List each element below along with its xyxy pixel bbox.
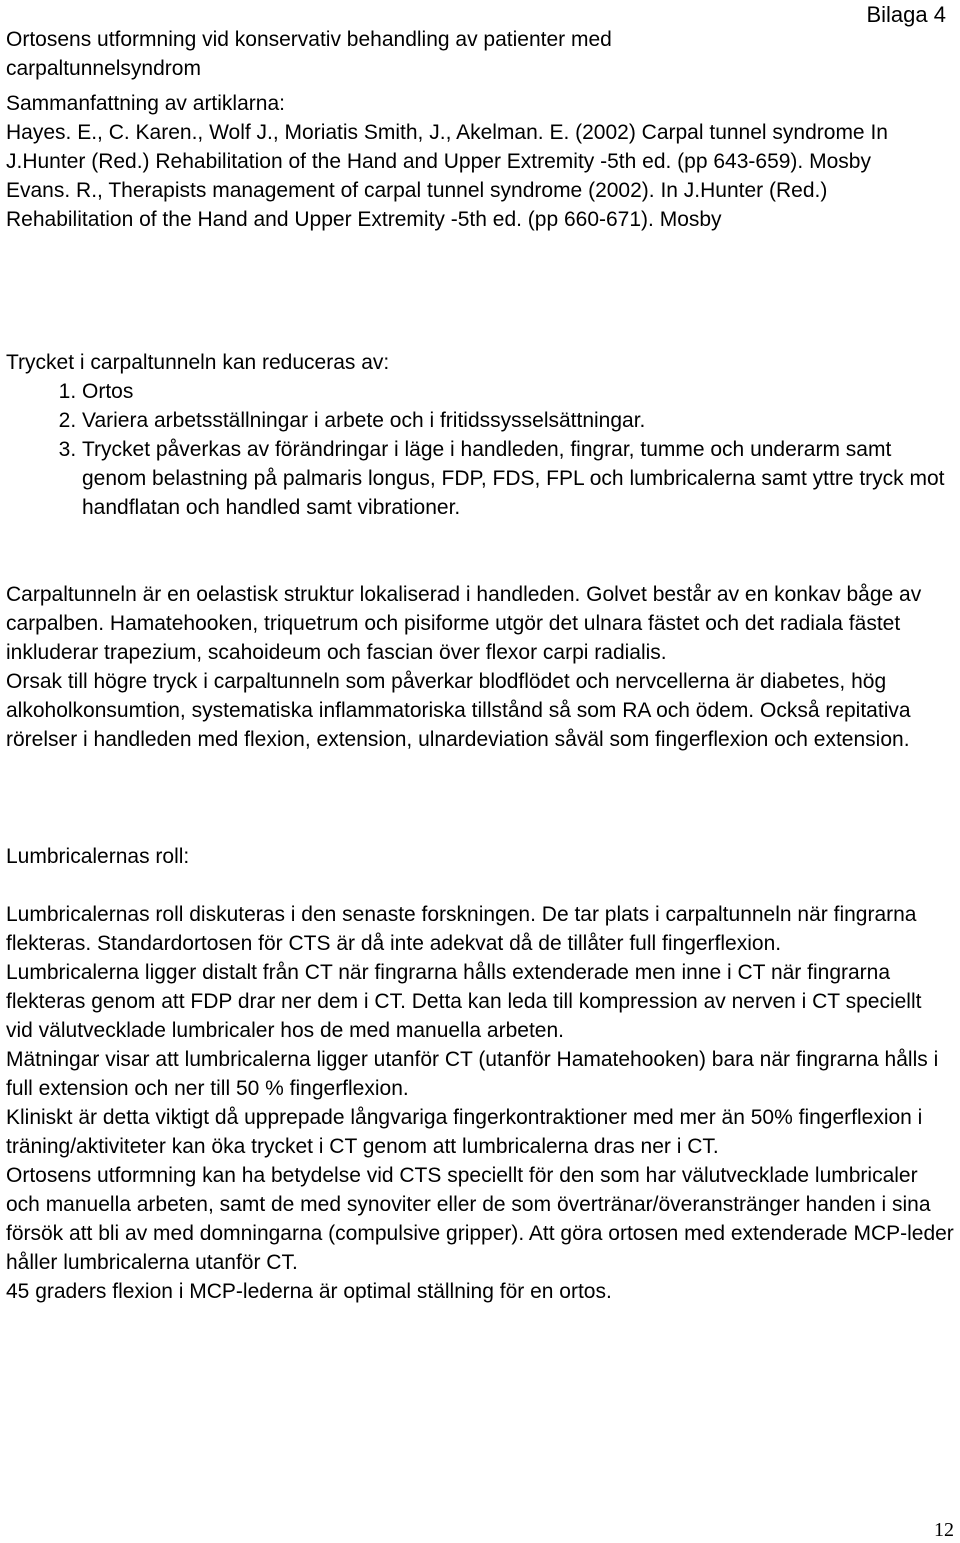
lumbricals-section	[6, 842, 954, 1306]
reference-evans: Evans. R., Therapists management of carpal tunnel syndrome (2002). In J.Hunter (Red.) Rehabilitation of the Hand and Upper Extremity -5th ed. (pp 660-671). Mosby	[6, 179, 828, 231]
pressure-heading: Trycket i carpaltunneln kan reduceras av:	[6, 351, 390, 374]
lumbricals-paragraph: 45 graders flexion i MCP-lederna är optimal ställning för en ortos.	[6, 1280, 612, 1303]
list-item: 3. Trycket påverkas av förändringar i läge i handleden, fingrar, tumme och underarm samt genom belastning på palmaris longus, FDP, FDS, FPL och lumbricalerna samt yttre tryck mot handflatan och handled samt vibrationer.	[82, 435, 954, 522]
pressure-section	[6, 348, 954, 522]
lumbricals-paragraph: Lumbricalernas roll diskuteras i den senaste forskningen. De tar plats i carpaltunneln när fingrarna flekteras. Standardortosen för CTS är då inte adekvat då de tillåter full fingerflexion.	[6, 903, 917, 955]
page-number: 12	[934, 1519, 954, 1541]
reference-hayes: Hayes. E., C. Karen., Wolf J., Moriatis Smith, J., Akelman. E. (2002) Carpal tunnel syndrome In J.Hunter (Red.) Rehabilitation of the Hand and Upper Extremity -5th ed. (pp 643-659). Mosby	[6, 121, 888, 173]
lumbricals-paragraph: Mätningar visar att lumbricalerna ligger utanför CT (utanför Hamatehooken) bara när fingrarna hålls i full extension och ner till 50 % fingerflexion.	[6, 1048, 939, 1100]
cause-paragraph: Orsak till högre tryck i carpaltunneln som påverkar blodflödet och nervcellerna är diabetes, hög alkoholkonsumtion, systematiska inflammatoriska tillstånd så som RA och ödem. Också repitativa rörelser i handleden med flexion, extension, ulnardeviation såväl som fingerflexion och extension.	[6, 670, 911, 751]
summary-heading: Sammanfattning av artiklarna:	[6, 92, 285, 115]
pressure-list	[6, 377, 954, 522]
appendix-label: Bilaga 4	[866, 2, 946, 27]
lumbricals-paragraph: Kliniskt är detta viktigt då upprepade långvariga fingerkontraktioner med mer än 50% fingerflexion i träning/aktiviteter kan öka trycket i CT genom att lumbricalerna dras ner i CT.	[6, 1106, 923, 1158]
document-title: Ortosens utformning vid konservativ behandling av patienter med carpaltunnelsyndrom	[6, 28, 612, 80]
anatomy-section	[6, 580, 954, 754]
lumbricals-paragraph: Ortosens utformning kan ha betydelse vid CTS speciellt för den som har välutvecklade lumbricaler och manuella arbeten, samt de med synoviter eller de som övertränar/överanstränger handen i sina försök att bli av med domningarna (compulsive gripper). Att göra ortosen med extenderade MCP-leder håller lumbricalerna utanför CT.	[6, 1164, 954, 1274]
list-item: 1. Ortos	[82, 377, 954, 406]
list-item: 2. Variera arbetsställningar i arbete och i fritidssysselsättningar.	[82, 406, 954, 435]
lumbricals-paragraph: Lumbricalerna ligger distalt från CT när fingrarna hålls extenderade men inne i CT när fingrarna flekteras genom att FDP drar ner dem i CT. Detta kan leda till kompression av nerven i CT speciellt vid välutvecklade lumbricaler hos de med manuella arbeten.	[6, 961, 922, 1042]
lumbricals-heading: Lumbricalernas roll:	[6, 845, 190, 868]
summary-section	[6, 89, 954, 234]
anatomy-paragraph: Carpaltunneln är en oelastisk struktur lokaliserad i handleden. Golvet består av en konkav båge av carpalben. Hamatehooken, triquetrum och pisiforme utgör det ulnara fästet och det radiala fästet inkluderar trapezium, scahoideum och fascian över flexor carpi radialis.	[6, 583, 922, 664]
